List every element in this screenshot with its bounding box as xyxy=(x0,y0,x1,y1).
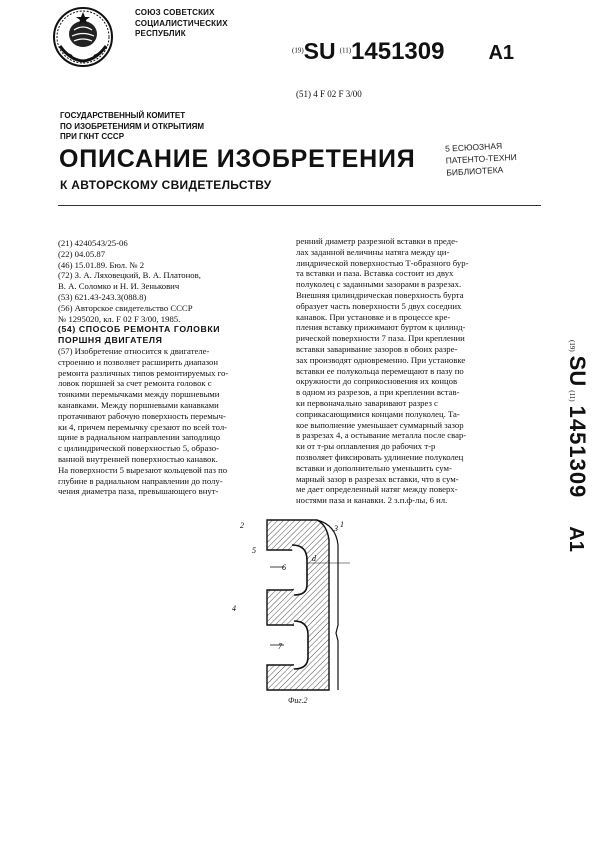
abstract-line: пления вставку прижимают буртом к цилинд- xyxy=(296,322,466,333)
right-column xyxy=(296,236,524,506)
abstract-line: ностями паза и канавки. 2 з.п.ф-лы, 6 ил. xyxy=(296,495,448,506)
abstract-line: ловок поршней за счет ремонта головок с xyxy=(58,378,212,389)
figure-label: 4 xyxy=(232,604,236,613)
figure-label: 5 xyxy=(252,546,256,555)
abstract-line: ки от т-ры оплавления до рабочих т-р xyxy=(296,441,436,452)
abstract-line: лах заданной величины натяга между ци- xyxy=(296,246,450,257)
piston-section-figure xyxy=(232,515,352,710)
ussr-emblem-icon xyxy=(52,6,114,68)
invention-title-line: ПОРШНЯ ДВИГАТЕЛЯ xyxy=(58,335,163,346)
abstract-line: образует часть поверхности 5 двух соседних xyxy=(296,300,462,311)
biblio-line: В. А. Соломко и Н. И. Зенькович xyxy=(58,281,180,292)
stamp-line: ПАТЕНТО-ТЕХНИ xyxy=(445,151,518,166)
abstract-line: рической поверхности 7 паза. При креплении xyxy=(296,333,465,344)
abstract-line: канавок. При установке и в процессе кре- xyxy=(296,311,451,322)
abstract-line: в одном из разрезов, а при креплении встав- xyxy=(296,387,460,398)
committee-line: ПО ИЗОБРЕТЕНИЯМ И ОТКРЫТИЯМ xyxy=(60,121,205,131)
figure-label: d xyxy=(312,554,316,563)
divider xyxy=(58,205,541,206)
side-patent-mark: (19) SU (11) 1451309 A1 xyxy=(565,340,590,552)
abstract-line: тонкими перемычками между поршневыми xyxy=(58,389,220,400)
abstract-line: ме дает определенный натяг между поверх- xyxy=(296,484,458,495)
abstract-line: ренний диаметр разрезной вставки в преде- xyxy=(296,236,458,246)
invention-title-line: (54) СПОСОБ РЕМОНТА ГОЛОВКИ xyxy=(58,324,221,335)
committee-line: ПРИ ГКНТ СССР xyxy=(60,132,125,141)
biblio-line: (46) 15.01.89. Бюл. № 2 xyxy=(58,259,145,270)
abstract-line: ремонта различных типов ремонтируемых го- xyxy=(58,367,229,378)
union-line: СОЦИАЛИСТИЧЕСКИХ xyxy=(135,18,228,28)
biblio-line: (22) 04.05.87 xyxy=(58,248,106,259)
biblio-line: (72) З. А. Ляховецкий, В. А. Платонов, xyxy=(58,270,201,281)
abstract-line: линдрической поверхностью Т-образного бур- xyxy=(296,257,469,268)
biblio-line: (53) 621.43-243.3(088.8) xyxy=(58,291,147,302)
abstract-line: канавками. Между поршневыми канавками xyxy=(58,399,219,410)
abstract-line: кое выполнение уменьшает суммарный зазор xyxy=(296,419,464,430)
biblio-line: (56) Авторское свидетельство СССР xyxy=(58,302,193,313)
abstract-line: вставки заваривание зазоров в обоих разре- xyxy=(296,343,458,354)
kind-code: A1 xyxy=(488,42,515,64)
committee-name xyxy=(60,111,204,143)
abstract-line: с цилиндрической поверхностью 5, образо- xyxy=(58,443,219,454)
figure-label: 7 xyxy=(278,642,282,651)
code-11: (11) xyxy=(339,46,352,55)
abstract-line: окружности до соприкосновения их концов xyxy=(296,376,458,387)
union-line: РЕСПУБЛИК xyxy=(135,29,186,38)
abstract-line: ванной внутренней поверхностью канавок. xyxy=(58,453,218,464)
figure-label: 6 xyxy=(282,563,286,572)
figure-caption: Фиг.2 xyxy=(288,696,308,705)
abstract-line: зах производят одновременно. При установке xyxy=(296,354,466,365)
figure-label: 1 xyxy=(340,520,344,529)
abstract-line: полуколец с заданными зазорами в разрезах. xyxy=(296,279,462,290)
code-19: (19) xyxy=(292,46,304,55)
figure-label: 3 xyxy=(334,524,338,533)
abstract-line: та вставки и паза. Вставка состоит из двух xyxy=(296,268,454,279)
abstract-line: На поверхности 5 вырезают кольцевой паз по xyxy=(58,464,228,475)
document-title: ОПИСАНИЕ ИЗОБРЕТЕНИЯ xyxy=(59,145,416,173)
country-code: SU xyxy=(303,38,336,64)
patent-number: 1451309 xyxy=(351,38,445,65)
abstract-line: (57) Изобретение относится к двигателе- xyxy=(58,345,210,356)
stamp-line: 5 ЕСЮОЗНАЯ xyxy=(444,140,503,154)
abstract-line: чения диаметра паза, превышающего внут- xyxy=(58,486,219,497)
document-subtitle: К АВТОРСКОМУ СВИДЕТЕЛЬСТВУ xyxy=(60,178,272,192)
abstract-line: Внешняя цилиндрическая поверхность бурта xyxy=(296,289,464,300)
abstract-line: соприкасающимися концами полуколец. Та- xyxy=(296,408,460,419)
abstract-line: вставки и дополнительно уменьшить сум- xyxy=(296,462,452,473)
union-name xyxy=(135,8,228,40)
left-column xyxy=(58,238,286,497)
abstract-line: позволяет фиксировать удлинение полуколец xyxy=(296,451,464,462)
abstract-line: в разрезах 4, а остывание металла после свар- xyxy=(296,430,467,441)
biblio-line: № 1295020, кл. F 02 F 3/00, 1985. xyxy=(58,313,181,324)
union-line: СОЮЗ СОВЕТСКИХ xyxy=(135,8,215,17)
biblio-line: (21) 4240543/25-06 xyxy=(58,238,128,248)
abstract-line: щине в радиальном направлении заподлицо xyxy=(58,432,221,443)
figure-label: 2 xyxy=(240,521,244,530)
abstract-line: вставки ее полукольца перемещают в пазу по xyxy=(296,365,464,376)
abstract-line: строению и позволяет расширить диапазон xyxy=(58,356,219,367)
stamp-line: БИБЛИОТЕКА xyxy=(446,164,504,178)
library-stamp xyxy=(445,137,547,192)
abstract-line: протачивают рабочую поверхность перемыч- xyxy=(58,410,226,421)
abstract-line: марный зазор в разрезах вставки, что в сум- xyxy=(296,473,459,484)
patent-number-line xyxy=(292,38,514,66)
abstract-line: ки 4, причем перемычку срезают по всей тол- xyxy=(58,421,228,432)
abstract-line: глубине в радиальном направлении до полу- xyxy=(58,475,223,486)
ipc-class: (51) 4 F 02 F 3/00 xyxy=(296,89,362,99)
committee-line: ГОСУДАРСТВЕННЫЙ КОМИТЕТ xyxy=(60,111,186,120)
abstract-line: ки первоначально заваривают разрез с xyxy=(296,397,438,408)
